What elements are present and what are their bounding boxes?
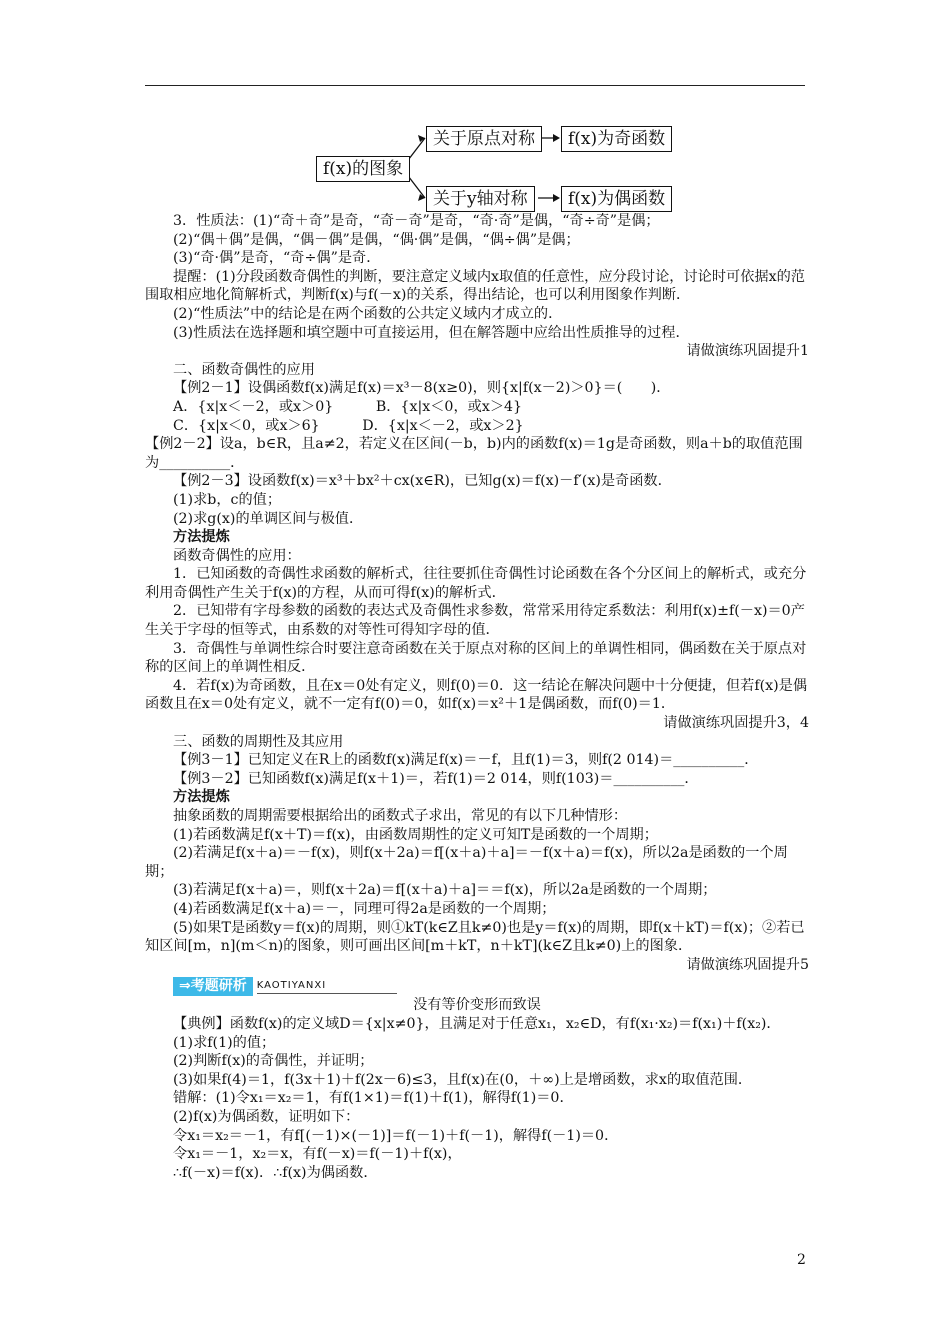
- diagram-branch-origin-box: 关于原点对称: [426, 126, 542, 152]
- text-line: 【典例】函数f(x)的定义域D＝{x|x≠0}，且满足对于任意x₁，x₂∈D，有f(x₁·x₂)＝f(x₁)＋f(x₂)．: [173, 1015, 781, 1032]
- text-line: 【例3－2】已知函数f(x)满足f(x＋1)＝，若f(1)＝2 014，则f(103)＝__________．: [173, 770, 699, 787]
- text-line: (1)求b，c的值；: [173, 491, 282, 508]
- text-line: 【例2－3】设函数f(x)＝x³＋bx²＋cx(x∈R)，已知g(x)＝f(x)－f′(x)是奇函数．: [173, 473, 672, 490]
- text-line: 错解：(1)令x₁＝x₂＝1，有f(1×1)＝f(1)＋f(1)，解得f(1)＝0．: [173, 1090, 574, 1107]
- page-number: 2: [797, 1252, 806, 1268]
- header-rule: [145, 85, 805, 86]
- section-title: 三、函数的周期性及其应用: [173, 733, 344, 750]
- text-line: (2)求g(x)的单调区间与极值．: [173, 510, 364, 527]
- topic-title: 没有等价变形而致误: [413, 997, 541, 1014]
- text-line: 令x₁＝x₂＝－1，有f[(－1)×(－1)]＝f(－1)＋f(－1)，解得f(－1)＝0．: [173, 1127, 619, 1144]
- text-line: 抽象函数的周期需要根据给出的函数式子求出，常见的有以下几种情形：: [173, 808, 628, 824]
- banner-pinyin: KAOTIYANXI: [257, 979, 397, 994]
- parity-diagram: [310, 118, 690, 218]
- text-line: (3)“奇·偶”是奇，“奇÷偶”是奇．: [173, 250, 381, 267]
- text-line: 令x₁＝－1，x₂＝x，有f(－x)＝f(－1)＋f(x)，: [173, 1146, 462, 1163]
- text-line: 4．若f(x)为奇函数，且在x＝0处有定义，则f(0)＝0．这一结论在解决问题中十分便捷，但若f(x)是偶函数且在x＝0处有定义，就不一定有f(0)＝0，如f(x)＝x²＋1是偶函数，而f(0)＝1．: [145, 677, 808, 713]
- option-line: C．{x|x＜0，或x＞6} D．{x|x＜－2，或x＞2}: [173, 417, 524, 434]
- banner-tag: ⇒考题研析: [173, 977, 253, 996]
- text-line: 【例3－1】已知定义在R上的函数f(x)满足f(x)＝－f，且f(1)＝3，则f(2 014)＝__________．: [173, 752, 759, 769]
- text-line: (2)若满足f(x＋a)＝－f(x)，则f(x＋2a)＝f[(x＋a)＋a]＝－f(x＋a)＝f(x)，所以2a是函数的一个周期；: [145, 845, 788, 880]
- text-line: (3)性质法在选择题和填空题中可直接运用，但在解答题中应给出性质推导的过程．: [173, 324, 690, 341]
- text-line: (3)若满足f(x＋a)＝，则f(x＋2a)＝f[(x＋a)＋a]＝＝f(x)，所以2a是函数的一个周期；: [173, 882, 717, 899]
- text-line: (2)“偶＋偶”是偶，“偶－偶”是偶，“偶·偶”是偶，“偶÷偶”是偶；: [173, 231, 580, 248]
- method-heading: 方法提炼: [173, 529, 230, 546]
- text-line: (1)若函数满足f(x＋T)＝f(x)，由函数周期性的定义可知T是函数的一个周期；: [173, 826, 658, 843]
- text-line: 提醒：(1)分段函数奇偶性的判断，要注意定义域内x取值的任意性，应分段讨论，讨论时可依据x的范围取相应地化简解析式，判断f(x)与f(－x)的关系，得出结论，也可以利用图象作判断．: [145, 268, 805, 304]
- option-line: A．{x|x＜－2，或x＞0} B．{x|x＜0，或x＞4}: [173, 398, 523, 415]
- section-title: 二、函数奇偶性的应用: [173, 361, 315, 378]
- text-line: (2)f(x)为偶函数，证明如下：: [173, 1108, 360, 1125]
- text-line: 【例2－2】设a，b∈R，且a≠2，若定义在区间(－b，b)内的函数f(x)＝1g是奇函数，则a＋b的取值范围为__________．: [145, 436, 803, 471]
- text-line: (5)如果T是函数y＝f(x)的周期，则①kT(k∈Z且k≠0)也是y＝f(x)的周期，即f(x＋kT)＝f(x)；②若已知区间[m，n](m＜n)的图象，则可画出区间[m＋kT，n＋kT](k∈Z且k≠0)上的图象．: [145, 919, 805, 955]
- text-line: (1)求f(1)的值；: [173, 1034, 276, 1051]
- text-line: 3．奇偶性与单调性综合时要注意奇函数在关于原点对称的区间上的单调性相同，偶函数在关于原点对称的区间上的单调性相反．: [145, 640, 807, 676]
- text-line: (4)若函数满足f(x＋a)＝－，同理可得2a是函数的一个周期；: [173, 900, 556, 917]
- section-banner: [173, 976, 809, 996]
- practice-link: 请做演练巩固提升1: [686, 343, 809, 360]
- text-line: 【例2－1】设偶函数f(x)满足f(x)＝x³－8(x≥0)，则{x|f(x－2)＞0}＝( )．: [173, 380, 671, 397]
- text-line: (2)“性质法”中的结论是在两个函数的公共定义域内才成立的．: [173, 305, 563, 322]
- practice-link: 请做演练巩固提升3，4: [663, 715, 809, 732]
- text-line: (2)判断f(x)的奇偶性，并证明；: [173, 1053, 374, 1070]
- text-line: 2．已知带有字母参数的函数的表达式及奇偶性求参数，常常采用待定系数法：利用f(x)±f(－x)＝0产生关于字母的恒等式，由系数的对等性可得知字母的值．: [145, 603, 805, 639]
- text-line: 3．性质法：(1)“奇＋奇”是奇，“奇－奇”是奇，“奇·奇”是偶，“奇÷奇”是偶；: [173, 213, 660, 229]
- text-line: 1．已知函数的奇偶性求函数的解析式，往往要抓住奇偶性讨论函数在各个分区间上的解析式，或充分利用奇偶性产生关于f(x)的方程，从而可得f(x)的解析式．: [145, 566, 807, 601]
- text-line: 函数奇偶性的应用：: [173, 547, 301, 564]
- document-body: [145, 212, 809, 1182]
- diagram-even-result-box: f(x)为偶函数: [561, 186, 672, 212]
- text-line: ∴f(－x)＝f(x)．∴f(x)为偶函数．: [173, 1164, 378, 1181]
- diagram-odd-result-box: f(x)为奇函数: [561, 126, 672, 152]
- practice-link: 请做演练巩固提升5: [686, 956, 809, 973]
- text-line: (3)如果f(4)＝1，f(3x＋1)＋f(2x－6)≤3，且f(x)在(0，＋∞)上是增函数，求x的取值范围．: [173, 1071, 753, 1088]
- method-heading: 方法提炼: [173, 789, 230, 806]
- diagram-source-box: f(x)的图象: [316, 156, 410, 182]
- diagram-branch-yaxis-box: 关于y轴对称: [426, 186, 535, 212]
